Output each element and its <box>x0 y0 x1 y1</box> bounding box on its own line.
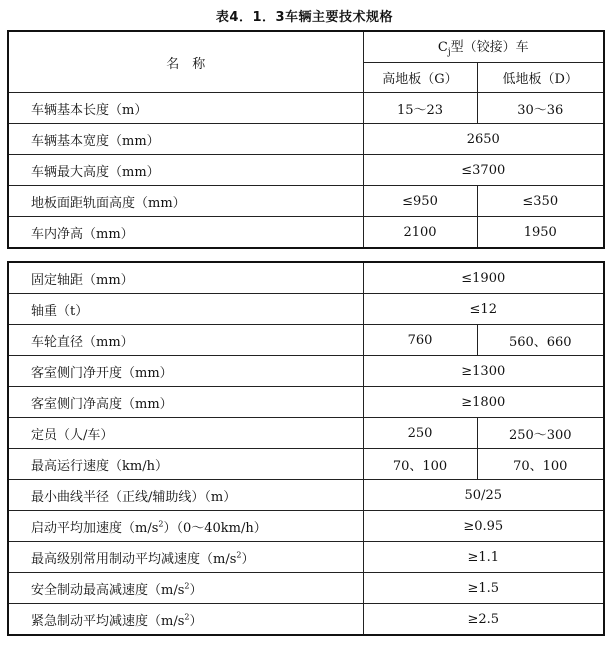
table-row <box>8 217 604 249</box>
value-low-floor: 1950 <box>477 217 604 249</box>
value-both: 50/25 <box>363 480 604 511</box>
table-row <box>8 449 604 480</box>
row-label: 车辆基本宽度（mm） <box>8 124 363 155</box>
table-row <box>8 294 604 325</box>
row-label: 客室侧门净高度（mm） <box>8 387 363 418</box>
header-low-floor: 低地板（D） <box>477 63 604 93</box>
value-low-floor: 560、660 <box>477 325 604 356</box>
value-both: ≤3700 <box>363 155 604 186</box>
table-row <box>8 262 604 294</box>
value-high-floor: ≤950 <box>363 186 477 217</box>
row-label: 地板面距轨面高度（mm） <box>8 186 363 217</box>
table-row <box>8 186 604 217</box>
value-low-floor: 70、100 <box>477 449 604 480</box>
value-low-floor: ≤350 <box>477 186 604 217</box>
table-row <box>8 93 604 124</box>
row-label: 车辆最大高度（mm） <box>8 155 363 186</box>
value-both: ≥2.5 <box>363 604 604 636</box>
row-label: 轴重（t） <box>8 294 363 325</box>
row-label: 最小曲线半径（正线/辅助线）（m） <box>8 480 363 511</box>
value-both: ≤1900 <box>363 262 604 294</box>
value-both: ≥1.1 <box>363 542 604 573</box>
spec-table-upper <box>7 30 605 249</box>
table-row <box>8 325 604 356</box>
table-row <box>8 124 604 155</box>
table-row <box>8 542 604 573</box>
row-label: 定员（人/车） <box>8 418 363 449</box>
table-row <box>8 387 604 418</box>
value-high-floor: 250 <box>363 418 477 449</box>
value-both: ≥1.5 <box>363 573 604 604</box>
row-label: 固定轴距（mm） <box>8 262 363 294</box>
value-high-floor: 70、100 <box>363 449 477 480</box>
header-vehicle-type: $C_j$型（铰接）车 <box>363 31 604 63</box>
table-row <box>8 573 604 604</box>
table-row <box>8 155 604 186</box>
row-label: 启动平均加速度$(m/s^2)(0\sim 40km/h)$ <box>8 511 363 542</box>
row-label: 车辆基本长度（m） <box>8 93 363 124</box>
row-label: 客室侧门净开度（mm） <box>8 356 363 387</box>
header-name: 名 称 <box>8 31 363 93</box>
row-label: 车轮直径（mm） <box>8 325 363 356</box>
value-low-floor: 250～300 <box>477 418 604 449</box>
table-title: 表4．1．3车辆主要技术规格 <box>215 10 394 25</box>
row-label: 最高级别常用制动平均减速度$(m/s^2)$ <box>8 542 363 573</box>
row-label: 紧急制动平均减速度$(m/s^2)$ <box>8 604 363 636</box>
row-label: 车内净高（mm） <box>8 217 363 249</box>
value-high-floor: 15～23 <box>363 93 477 124</box>
table-row <box>8 418 604 449</box>
row-label: 最高运行速度（km/h） <box>8 449 363 480</box>
table-row <box>8 356 604 387</box>
value-both: ≥1300 <box>363 356 604 387</box>
table-row <box>8 480 604 511</box>
value-both: ≥1800 <box>363 387 604 418</box>
spec-table-lower <box>7 261 605 636</box>
header-high-floor: 高地板（G） <box>363 63 477 93</box>
value-low-floor: 30～36 <box>477 93 604 124</box>
table-row <box>8 511 604 542</box>
value-both: 2650 <box>363 124 604 155</box>
value-high-floor: 2100 <box>363 217 477 249</box>
value-both: ≤12 <box>363 294 604 325</box>
value-high-floor: 760 <box>363 325 477 356</box>
value-both: ≥0.95 <box>363 511 604 542</box>
row-label: 安全制动最高减速度$(m/s^2)$ <box>8 573 363 604</box>
table-row <box>8 604 604 636</box>
